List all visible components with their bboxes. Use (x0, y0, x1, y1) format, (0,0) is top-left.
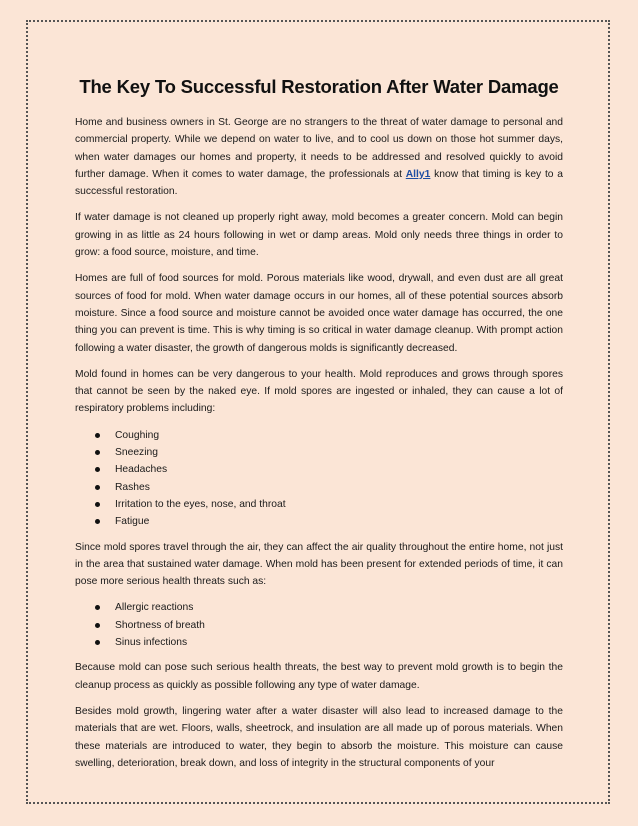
ally1-link[interactable]: Ally1 (405, 168, 431, 180)
list-item: Irritation to the eyes, nose, and throat (115, 496, 563, 513)
paragraph-3: Homes are full of food sources for mold. Porous materials like wood, drywall, and even dust are all great sources of food for mold. When water damage occurs in our homes, all of these potential sources absorb moisture. Since a food source and moisture cannot be avoided once water damage has occurred, the one thing you can prevent is time. This is why timing is so critical in water damage cleanup. With prompt action following a water disaster, the growth of dangerous molds is significantly decreased. (75, 273, 563, 354)
list-item: Sinus infections (115, 634, 563, 651)
page-title: The Key To Successful Restoration After Water Damage (79, 76, 559, 97)
list-item: Shortness of breath (115, 617, 563, 634)
paragraph-4: Mold found in homes can be very dangerous to your health. Mold reproduces and grows through spores that cannot be seen by the naked eye. If mold spores are ingested or inhaled, they can cause a lot of respiratory problems including: (75, 368, 563, 415)
paragraph-1 (75, 114, 563, 200)
paragraph-1-text-after: know that timing is key to a successful restoration. (75, 168, 563, 198)
paragraph-6: Because mold can pose such serious health threats, the best way to prevent mold growth is to begin the cleanup process as quickly as possible following any type of water damage. (75, 662, 563, 691)
paragraph-7: Besides mold growth, lingering water after a water disaster will also lead to increased damage to the materials that are wet. Floors, walls, sheetrock, and insulation are all made up of porous materials. When these materials are introduced to water, they begin to absorb the moisture. This moisture can cause swelling, deterioration, break down, and loss of integrity in the structural components of your (75, 705, 563, 769)
list-item: Headaches (115, 461, 563, 478)
list-item: Fatigue (115, 513, 563, 530)
document-body (75, 76, 563, 781)
health-threats-list (75, 599, 563, 651)
list-item: Coughing (115, 427, 563, 444)
list-item: Rashes (115, 479, 563, 496)
list-item: Allergic reactions (115, 599, 563, 616)
paragraph-5: Since mold spores travel through the air, they can affect the air quality throughout the entire home, not just in the area that sustained water damage. When mold has been present for extended periods of time, it can pose more serious health threats such as: (75, 541, 563, 588)
list-item: Sneezing (115, 444, 563, 461)
paragraph-2: If water damage is not cleaned up properly right away, mold becomes a greater concern. Mold can begin growing in as little as 24 hours following in wet or damp areas. Mold only needs three things in order to grow: a food source, moisture, and time. (75, 212, 563, 259)
respiratory-problems-list (75, 427, 563, 531)
paragraph-1-text-before: Home and business owners in St. George are no strangers to the threat of water damage to personal and commercial property. While we depend on water to live, and to cool us down on those hot summer days, when water damages our homes and property, it needs to be addressed and resolved quickly to avoid further damage. When it comes to water damage, the professionals at (75, 117, 563, 180)
